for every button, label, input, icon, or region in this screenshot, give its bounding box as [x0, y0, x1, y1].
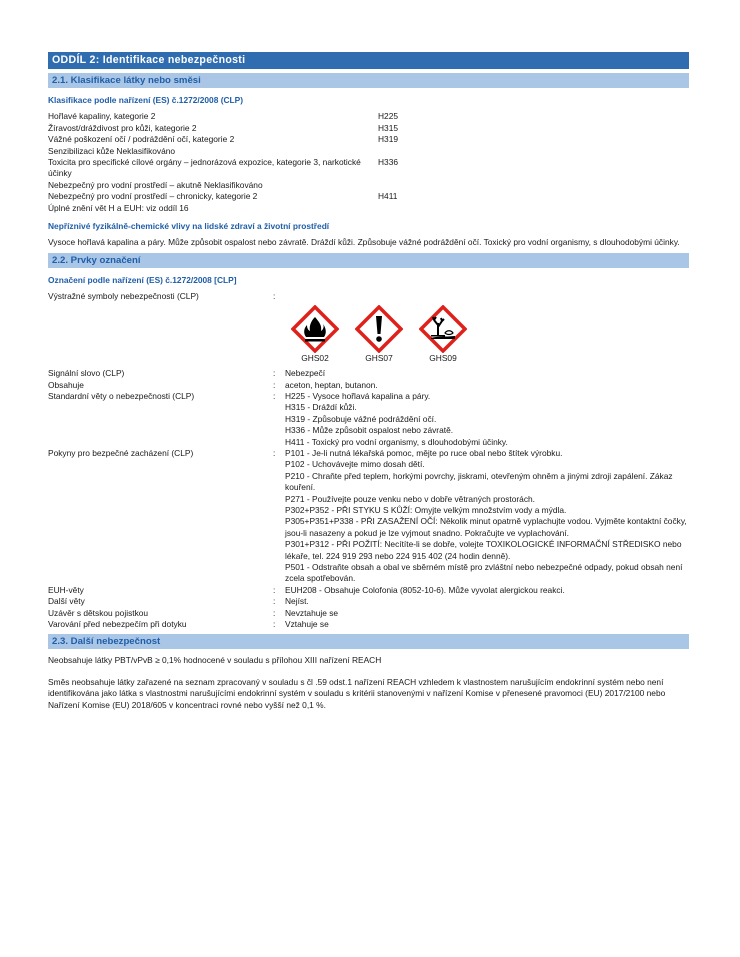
classification-label: Toxicita pro specifické cílové orgány – jednorázová expozice, kategorie 3, narkotické účinky — [48, 157, 361, 179]
classification-row — [48, 111, 689, 122]
pictogram-code: GHS07 — [365, 352, 393, 363]
hazard-statements-row — [48, 391, 689, 448]
precautionary-statement: P302+P352 - PŘI STYKU S KŮŽÍ: Omyjte velkým množstvím vody a mýdla. — [285, 504, 567, 515]
classification-row — [48, 157, 689, 180]
classification-code: H319 — [378, 134, 399, 145]
precautionary-statement: P101 - Je-li nutná lékařská pomoc, mějte po ruce obal nebo štítek výrobku. — [285, 447, 563, 458]
adverse-effects-text: Vysoce hořlavá kapalina a páry. Může způsobit ospalost nebo závratě. Dráždí kůži. Způsobuje vážné podráždění očí. Toxický pro vodní organismy, s dlouhodobými účinky. — [48, 237, 680, 248]
classification-code — [378, 146, 438, 157]
clp-labelling-heading: Označení podle nařízení (ES) č.1272/2008 [CLP] — [48, 274, 237, 285]
hazard-statement: H225 - Vysoce hořlavá kapalina a páry. — [285, 390, 431, 401]
tactile-warning-label: Varování před nebezpečím při dotyku — [48, 619, 187, 630]
other-phrases-label: Další věty — [48, 596, 85, 607]
classification-row — [48, 191, 689, 202]
hazard-statement: H315 - Dráždí kůži. — [285, 402, 357, 413]
separator: : — [273, 291, 276, 302]
pictogram-code: GHS09 — [429, 352, 457, 363]
separator: : — [273, 390, 276, 401]
separator: : — [273, 379, 276, 390]
classification-label: Nebezpečný pro vodní prostředí – chronicky, kategorie 2 — [48, 191, 258, 202]
separator: : — [273, 447, 276, 458]
classification-row — [48, 134, 689, 145]
other-phrases-row — [48, 596, 689, 607]
euh-row — [48, 585, 689, 596]
classification-row — [48, 180, 689, 191]
clp-classification-heading: Klasifikace podle nařízení (ES) č.1272/2008 (CLP) — [48, 95, 244, 105]
precautionary-statements-row — [48, 448, 689, 585]
classification-code: H411 — [378, 191, 398, 202]
pictograms-label: Výstražné symboly nebezpečnosti (CLP) — [48, 291, 199, 302]
classification-list — [48, 111, 689, 214]
classification-code — [378, 203, 438, 214]
classification-row — [48, 146, 689, 157]
classification-row — [48, 123, 689, 134]
precautionary-statement: P301+P312 - PŘI POŽITÍ: Necítíte-li se dobře, volejte TOXIKOLOGICKÉ INFORMAČNÍ STŘEDISKO nebo lékaře, tel. 224 919 293 nebo 224 915 402 (24 hodin denně). — [285, 539, 682, 561]
classification-label: Žíravost/dráždivost pro kůži, kategorie 2 — [48, 122, 197, 133]
sds-section-2 — [48, 52, 689, 711]
classification-label: Hořlavé kapaliny, kategorie 2 — [48, 111, 156, 122]
endocrine-statement: Směs neobsahuje látky zařazené na seznam zpracovaný v souladu s čl .59 odst.1 nařízení REACH vzhledem k vlastnostem narušujícím endokrinní systém nebo není identifikována jako látka s vlastnostmi narušujícími endokrinní systém v souladu s kritérii stanovenými v nařízení Komise v přenesené pravomoci (EU) 2017/2100 nebo Nařízení Komise (EU) 2018/605 v koncentraci rovné nebo vyšší než 0,1 %. — [48, 676, 666, 710]
classification-label: Nebezpečný pro vodní prostředí – akutně Neklasifikováno — [48, 179, 263, 190]
child-closure-row — [48, 608, 689, 619]
section-title: ODDÍL 2: Identifikace nebezpečnosti — [48, 52, 689, 69]
separator: : — [273, 368, 276, 379]
hazard-statements-label: Standardní věty o nebezpečnosti (CLP) — [48, 390, 195, 401]
classification-label: Vážné poškození očí / podráždění očí, kategorie 2 — [48, 134, 235, 145]
classification-label: Senzibilizaci kůže Neklasifikováno — [48, 145, 176, 156]
exclamation-icon — [355, 305, 403, 353]
classification-label: Úplné znění vět H a EUH: viz oddíl 16 — [48, 202, 189, 213]
separator: : — [273, 584, 276, 595]
tactile-warning-value: Vztahuje se — [285, 619, 329, 630]
pictogram-ghs09 — [413, 305, 473, 364]
environment-icon — [419, 305, 467, 353]
classification-code: H315 — [378, 122, 399, 133]
tactile-warning-row — [48, 619, 689, 630]
separator: : — [273, 619, 276, 630]
pictogram-code: GHS02 — [301, 352, 329, 363]
precautionary-statement: P501 - Odstraňte obsah a obal ve sběrném místě pro zvláštní nebo nebezpečné odpady, pokud obsah není zcela spotřebován. — [285, 562, 683, 584]
pictogram-ghs07 — [349, 305, 409, 364]
classification-row — [48, 203, 689, 214]
subsection-2-3-title: 2.3. Další nebezpečnost — [48, 634, 689, 649]
precautionary-statement: P271 - Používejte pouze venku nebo v dobře větraných prostorách. — [285, 493, 536, 504]
hazard-statement: H319 - Způsobuje vážné podráždění očí. — [285, 413, 437, 424]
classification-code: H336 — [378, 157, 399, 168]
precautionary-statement: P102 - Uchovávejte mimo dosah dětí. — [285, 459, 425, 470]
pictograms-row — [48, 291, 689, 302]
signal-word-row — [48, 368, 689, 379]
contains-label: Obsahuje — [48, 379, 84, 390]
contains-value: aceton, heptan, butanon. — [285, 379, 378, 390]
hazard-statement: H336 - Může způsobit ospalost nebo závratě. — [285, 425, 454, 436]
hazard-statement: H411 - Toxický pro vodní organismy, s dlouhodobými účinky. — [285, 436, 508, 447]
precautionary-statements-label: Pokyny pro bezpečné zacházení (CLP) — [48, 447, 194, 458]
precautionary-statement: P305+P351+P338 - PŘI ZASAŽENÍ OČÍ: Několik minut opatrně vyplachujte vodou. Vyjměte kontaktní čočky, jsou-li nasazeny a pokud je lze vyjmout snadno. Pokračujte ve vyplachování. — [285, 516, 687, 538]
separator: : — [273, 607, 276, 618]
child-closure-value: Nevztahuje se — [285, 607, 339, 618]
pbt-statement: Neobsahuje látky PBT/vPvB ≥ 0,1% hodnocené v souladu s přílohou XIII nařízení REACH — [48, 655, 382, 666]
flame-icon — [291, 305, 339, 353]
signal-word-label: Signální slovo (CLP) — [48, 368, 125, 379]
precautionary-statements-list — [285, 448, 689, 585]
subsection-2-1-title: 2.1. Klasifikace látky nebo směsi — [48, 73, 689, 88]
child-closure-label: Uzávěr s dětskou pojistkou — [48, 607, 149, 618]
separator: : — [273, 596, 276, 607]
contains-row — [48, 380, 689, 391]
subsection-2-2-title: 2.2. Prvky označení — [48, 253, 689, 268]
hazard-statements-list — [285, 391, 689, 448]
signal-word-value: Nebezpečí — [285, 368, 326, 379]
other-phrases-value: Nejíst. — [285, 596, 309, 607]
classification-code — [378, 180, 438, 191]
euh-value: EUH208 - Obsahuje Colofonia (8052-10-6). Může vyvolat alergickou reakci. — [285, 584, 565, 595]
adverse-effects-heading: Nepříznivé fyzikálně-chemické vlivy na lidské zdraví a životní prostředí — [48, 221, 330, 232]
pictogram-list — [48, 305, 689, 364]
euh-label: EUH-věty — [48, 584, 84, 595]
classification-code: H225 — [378, 111, 399, 122]
precautionary-statement: P210 - Chraňte před teplem, horkými povrchy, jiskrami, otevřeným ohněm a jinými zdroji zapálení. Zákaz kouření. — [285, 470, 673, 493]
pictogram-ghs02 — [285, 305, 345, 364]
